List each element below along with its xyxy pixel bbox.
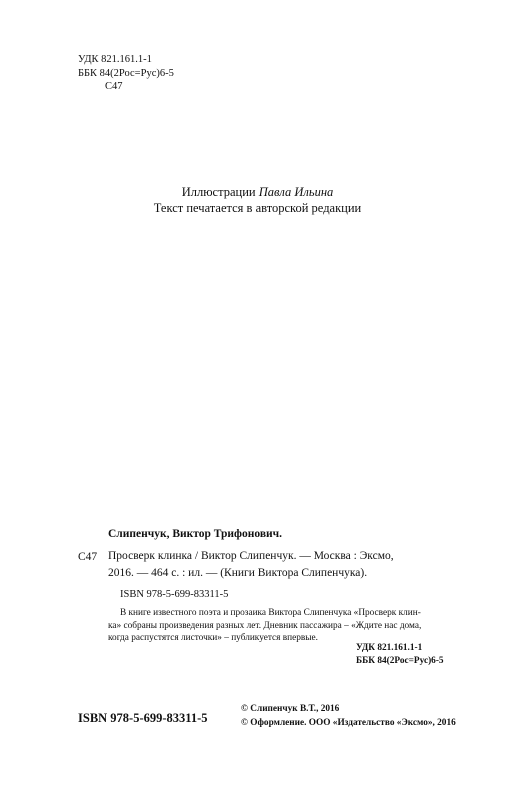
bibliographic-author-sign: С47 — [78, 551, 98, 563]
bbk-code: ББК 84(2Рос=Рус)6-5 — [78, 67, 174, 79]
description-line: Просверк клинка / Виктор Слипенчук. — Москва : Эксмо, — [108, 550, 394, 562]
bbk-code: ББК 84(2Рос=Рус)6-5 — [356, 655, 444, 666]
annotation-line: ка» собраны произведения разных лет. Дневник пассажира – «Ждите нас дома, — [108, 620, 422, 631]
bibliographic-isbn: ISBN 978-5-699-83311-5 — [120, 589, 229, 600]
copyright-design: © Оформление. ООО «Издательство «Эксмо», 2016 — [241, 718, 456, 728]
udk-code: УДК 821.161.1-1 — [356, 643, 423, 653]
annotation — [108, 607, 478, 645]
description-line: 2016. — 464 с. : ил. — (Книги Виктора Слипенчука). — [108, 567, 368, 579]
bottom-classification-codes — [356, 642, 444, 667]
edition-note: Текст печатается в авторской редакции — [153, 201, 362, 215]
bibliographic-author: Слипенчук, Виктор Трифонович. — [108, 528, 283, 540]
bibliographic-description — [108, 548, 394, 582]
illustrations-prefix: Иллюстрации — [181, 185, 259, 199]
copyright-block — [241, 702, 456, 730]
illustrations-credit — [0, 184, 515, 200]
annotation-line: когда распустятся листочки» – публикуется впервые. — [108, 633, 318, 643]
copyright-author: © Слипенчук В.Т., 2016 — [241, 704, 340, 714]
author-sign: С47 — [105, 81, 123, 92]
credits-block — [0, 184, 515, 216]
udk-code: УДК 821.161.1-1 — [78, 54, 152, 65]
annotation-line: В книге известного поэта и прозаика Виктора Слипенчука «Просверк клин- — [120, 608, 421, 618]
top-classification-codes — [78, 53, 174, 94]
footer-isbn: ISBN 978-5-699-83311-5 — [78, 711, 208, 725]
illustrator-name: Павла Ильина — [258, 185, 334, 199]
